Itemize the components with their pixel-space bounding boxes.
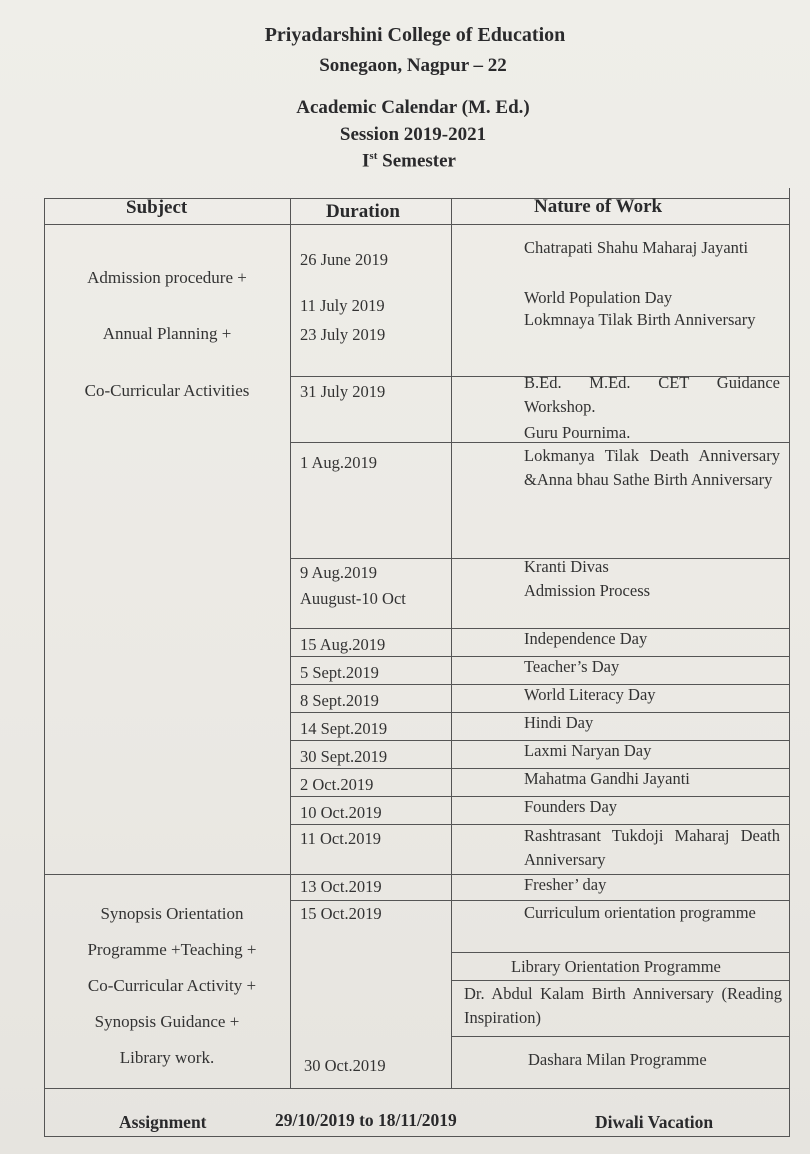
duration-cell: 31 July 2019 <box>300 382 386 401</box>
duration-cell: 1 Aug.2019 <box>300 453 378 472</box>
semester-word: Semester <box>377 150 456 172</box>
nature-cell: Library Orientation Programme <box>511 957 721 976</box>
duration-cell: 11 Oct.2019 <box>300 829 381 848</box>
nature-cell: Guru Pournima. <box>524 423 631 442</box>
header-nature: Nature of Work <box>534 196 663 217</box>
footer-assignment: Assignment <box>119 1112 207 1132</box>
nature-cell: Fresher’ day <box>524 875 607 894</box>
subject-line: Synopsis Guidance + <box>94 1012 240 1031</box>
nature-cell: Rashtrasant Tukdoji Maharaj Death Anniversary <box>524 826 780 869</box>
col-divider-2 <box>451 198 452 1088</box>
subject-line: Co-Curricular Activity + <box>87 976 257 995</box>
duration-cell: Auugust-10 Oct <box>300 589 406 608</box>
duration-cell: 23 July 2019 <box>300 325 386 344</box>
duration-cell: 10 Oct.2019 <box>300 803 382 822</box>
semester-suffix: st <box>369 150 378 162</box>
nature-cell: Laxmi Naryan Day <box>524 741 652 760</box>
nature-cell: Dashara Milan Programme <box>528 1050 707 1069</box>
subject-line: Annual Planning + <box>102 324 232 343</box>
duration-cell: 30 Sept.2019 <box>300 747 388 766</box>
subject-line: Programme +Teaching + <box>87 940 257 959</box>
duration-cell: 9 Aug.2019 <box>300 563 378 582</box>
footer-dates: 29/10/2019 to 18/11/2019 <box>275 1110 457 1130</box>
nature-cell: World Population Day <box>524 288 673 307</box>
duration-cell: 26 June 2019 <box>300 250 388 269</box>
duration-cell: 8 Sept.2019 <box>300 691 379 710</box>
table-border-right <box>789 188 790 1136</box>
duration-cell: 13 Oct.2019 <box>300 877 382 896</box>
nature-cell: Founders Day <box>524 797 618 816</box>
nature-cell: World Literacy Day <box>524 685 656 704</box>
row-divider <box>451 1036 790 1037</box>
duration-cell: 15 Oct.2019 <box>300 904 382 923</box>
session-label: Session 2019-2021 <box>339 124 487 145</box>
duration-cell: 11 July 2019 <box>300 296 385 315</box>
duration-cell: 15 Aug.2019 <box>300 635 386 654</box>
duration-cell: 30 Oct.2019 <box>304 1056 386 1075</box>
nature-cell: Lokmnaya Tilak Birth Anniversary <box>524 310 756 329</box>
nature-cell: Teacher’s Day <box>524 657 620 676</box>
nature-cell: Independence Day <box>524 629 648 648</box>
subject-line: Co-Curricular Activities <box>84 381 250 400</box>
subject-line: Synopsis Orientation <box>100 904 244 923</box>
header-divider <box>44 224 790 225</box>
subject-line: Admission procedure + <box>87 268 247 287</box>
duration-cell: 14 Sept.2019 <box>300 719 388 738</box>
college-address: Sonegaon, Nagpur – 22 <box>319 55 507 76</box>
nature-cell: Lokmanya Tilak Death Anniversary &Anna bhau Sathe Birth Anniversary <box>524 446 780 489</box>
nature-cell: Kranti Divas <box>524 557 609 576</box>
nature-cell: Curriculum orientation programme <box>524 903 756 922</box>
row-divider <box>451 952 790 953</box>
nature-cell: Mahatma Gandhi Jayanti <box>524 769 690 788</box>
nature-cell: B.Ed. M.Ed. CET Guidance Workshop. <box>524 373 780 416</box>
duration-cell: 2 Oct.2019 <box>300 775 374 794</box>
semester-number: I <box>362 150 370 172</box>
nature-cell: Hindi Day <box>524 713 594 732</box>
calendar-title: Academic Calendar (M. Ed.) <box>296 97 530 118</box>
header-duration: Duration <box>326 201 400 222</box>
footer-vacation: Diwali Vacation <box>595 1112 714 1132</box>
footer-divider <box>44 1088 790 1089</box>
college-name: Priyadarshini College of Education <box>264 24 566 46</box>
nature-cell: Admission Process <box>524 581 651 600</box>
nature-cell: Chatrapati Shahu Maharaj Jayanti <box>524 238 749 257</box>
header-subject: Subject <box>126 197 188 218</box>
calendar-table <box>44 188 790 1138</box>
table-border-bottom <box>44 1136 790 1137</box>
subject-line: Library work. <box>119 1048 215 1067</box>
semester-label <box>4 150 810 172</box>
nature-cell: Dr. Abdul Kalam Birth Anniversary (Reading Inspiration) <box>464 984 782 1027</box>
duration-cell: 5 Sept.2019 <box>300 663 379 682</box>
